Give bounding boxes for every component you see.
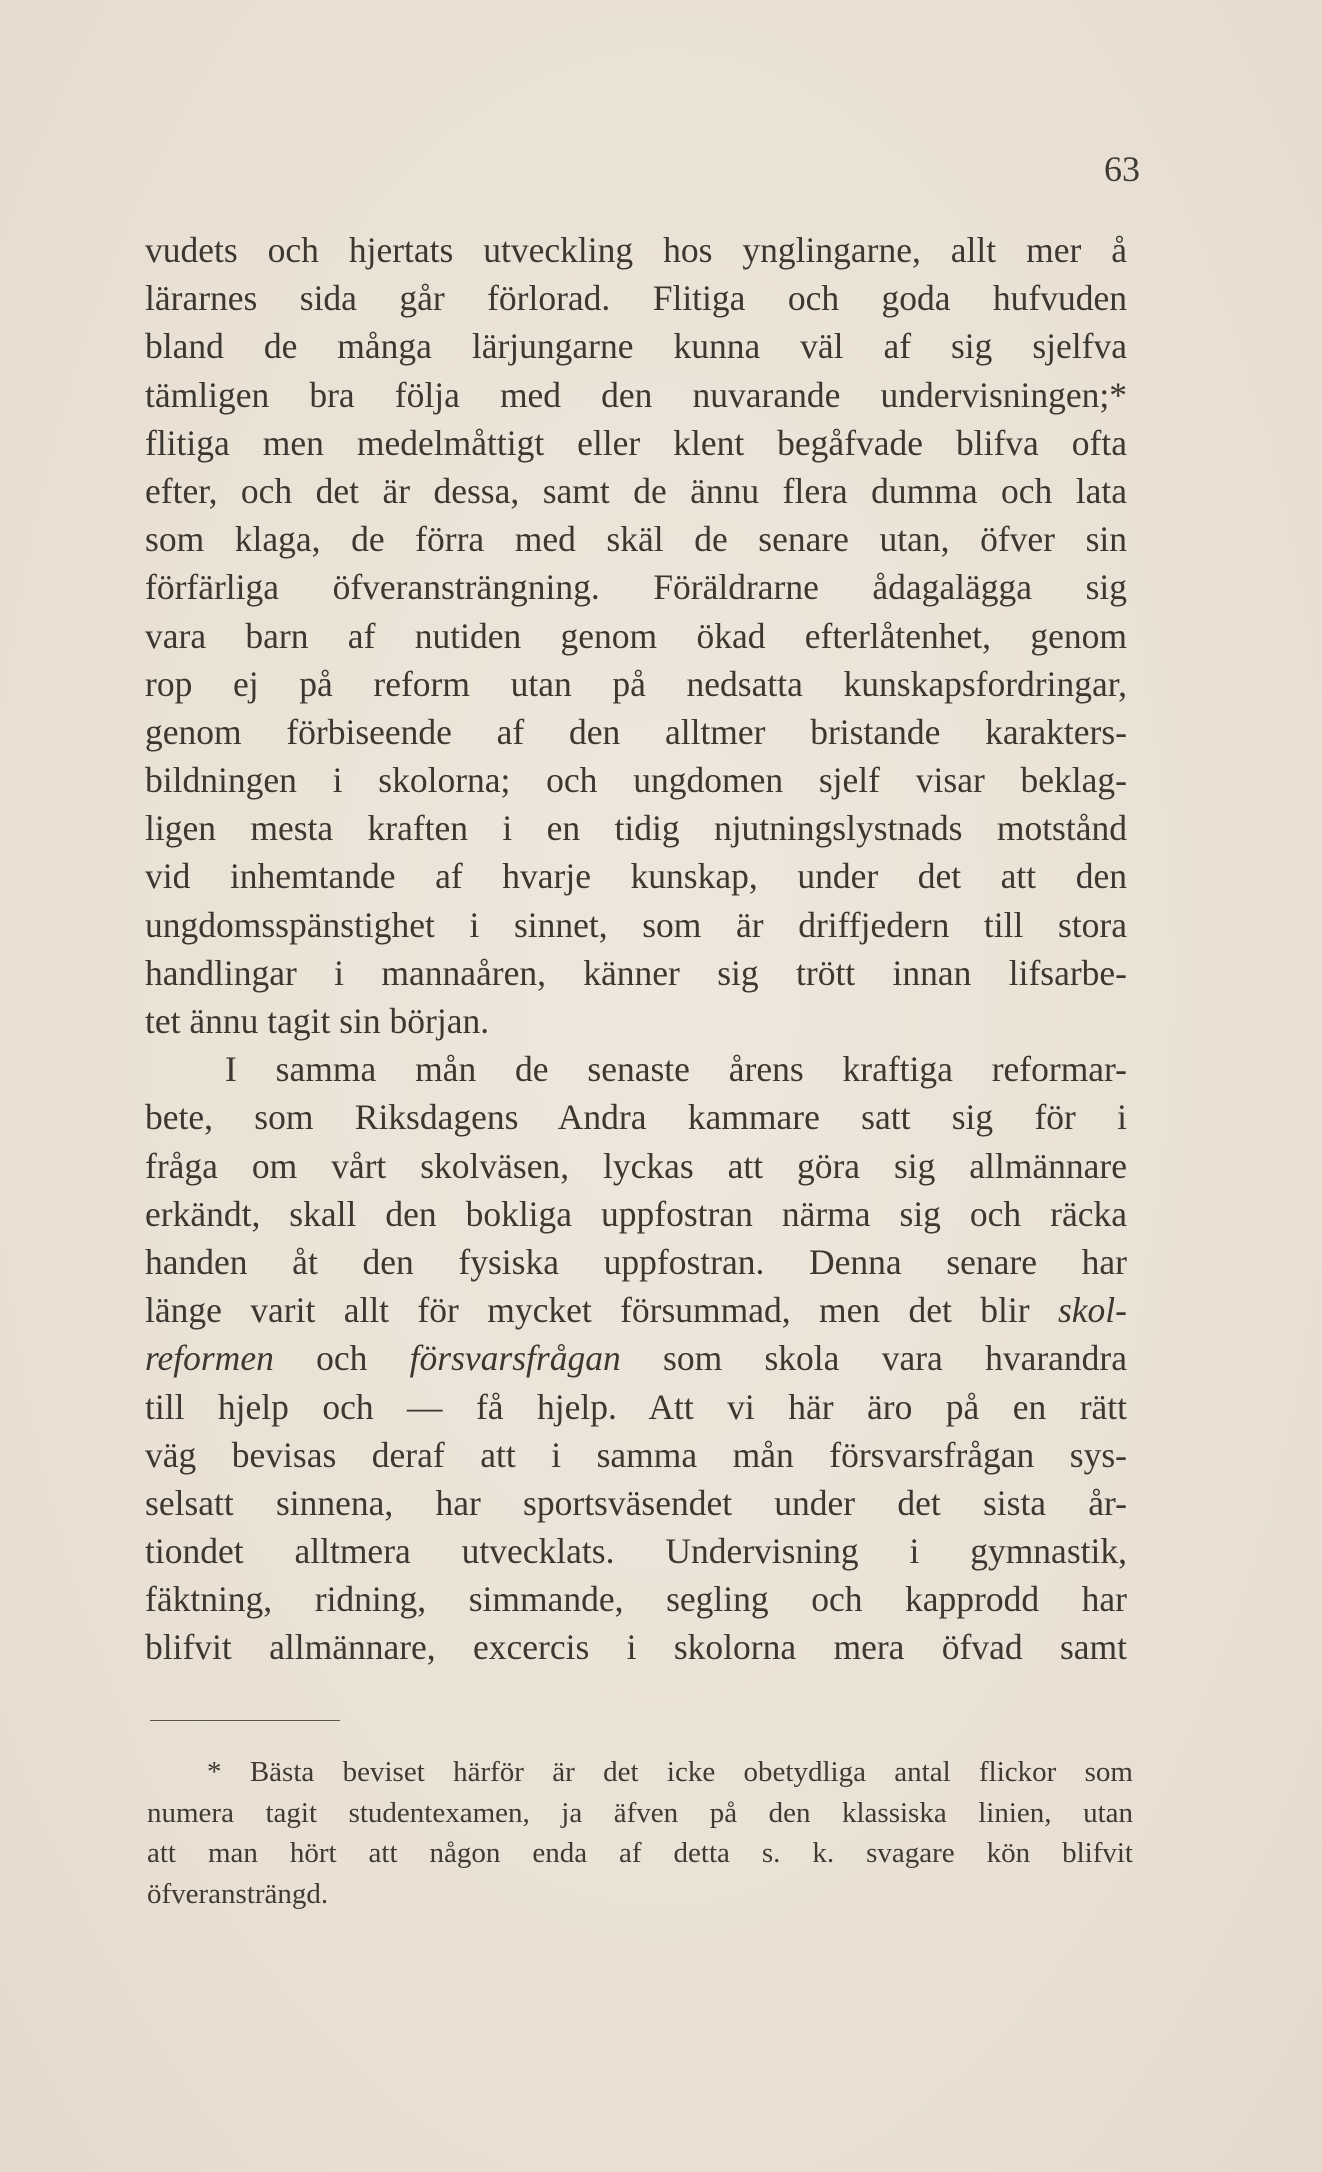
text-segment: tiondet alltmera utvecklats. Undervisning i gymnastik,: [145, 1531, 1127, 1572]
text-line: [145, 997, 1127, 1045]
text-line: [145, 322, 1127, 370]
text-line: [145, 1479, 1127, 1527]
text-line: [145, 226, 1127, 274]
text-segment: lärarnes sida går förlorad. Flitiga och goda hufvuden: [145, 278, 1127, 319]
text-line: [145, 1238, 1127, 1286]
text-line: [145, 1431, 1127, 1479]
text-line: [145, 1527, 1127, 1575]
text-segment: rop ej på reform utan på nedsatta kunskapsfordringar,: [145, 663, 1127, 704]
text-line: [145, 1623, 1127, 1671]
text-segment: vara barn af nutiden genom ökad efterlåtenhet, genom: [145, 615, 1127, 656]
text-line: [145, 852, 1127, 900]
text-segment: I samma mån de senaste årens kraftiga reformar-: [225, 1049, 1127, 1090]
text-segment: erkändt, skall den bokliga uppfostran närma sig och räcka: [145, 1193, 1127, 1234]
page-number: 63: [1104, 149, 1140, 189]
text-segment: och: [273, 1338, 410, 1379]
text-segment: blifvit allmännare, excercis i skolorna mera öfvad samt: [145, 1627, 1127, 1668]
footnote-line: att man hört att någon enda af detta s. k. svagare kön blifvit: [147, 1837, 1133, 1869]
text-line: [145, 371, 1127, 419]
text-segment: tet ännu tagit sin början.: [145, 1001, 490, 1041]
text-line: [145, 515, 1127, 563]
text-segment: vudets och hjertats utveckling hos ynglingarne, allt mer å: [145, 230, 1127, 270]
text-segment: tämligen bra följa med den nuvarande undervisningen;*: [145, 374, 1127, 415]
text-segment: ungdomsspänstighet i sinnet, som är driffjedern till stora: [145, 904, 1127, 945]
body-text: [145, 226, 1127, 1672]
footnote-line: numera tagit studentexamen, ja äfven på den klassiska linien, utan: [147, 1796, 1133, 1829]
text-segment: vid inhemtande af hvarje kunskap, under det att den: [145, 856, 1127, 897]
text-line: [145, 1190, 1127, 1238]
text-line: [145, 1093, 1127, 1141]
text-segment: fråga om vårt skolväsen, lyckas att göra sig allmännare: [145, 1145, 1127, 1186]
text-segment: bete, som Riksdagens Andra kammare satt sig för i: [145, 1097, 1127, 1138]
text-line: [145, 467, 1127, 515]
text-line: [145, 756, 1127, 804]
text-segment: som skola vara hvarandra: [620, 1338, 1127, 1379]
text-line: [145, 612, 1127, 660]
text-segment: fäktning, ridning, simmande, segling och kapprodd har: [145, 1579, 1127, 1620]
text-segment: till hjelp och — få hjelp. Att vi här äro på en rätt: [145, 1386, 1127, 1427]
text-line: [145, 274, 1127, 322]
text-line: [145, 901, 1127, 949]
text-line: [145, 1334, 1127, 1382]
text-segment: selsatt sinnena, har sportsväsendet under det sista år-: [145, 1482, 1127, 1523]
text-line: [145, 708, 1127, 756]
text-segment: handen åt den fysiska uppfostran. Denna senare har: [145, 1241, 1127, 1282]
text-segment: som klaga, de förra med skäl de senare utan, öfver sin: [145, 519, 1127, 560]
text-line: [145, 1286, 1127, 1334]
text-segment: flitiga men medelmåttigt eller klent begåfvade blifva ofta: [145, 422, 1127, 463]
text-line: [145, 1045, 1127, 1093]
text-segment: bildningen i skolorna; och ungdomen sjelf visar beklag-: [145, 760, 1127, 801]
text-line: [145, 804, 1127, 852]
italic-text: reformen: [145, 1338, 274, 1379]
text-line: [145, 1383, 1127, 1431]
italic-text: försvarsfrågan: [409, 1338, 621, 1379]
text-line: [145, 1575, 1127, 1623]
text-line: [145, 419, 1127, 467]
footnote: [147, 1752, 1133, 1914]
footnote-line: öfveransträngd.: [147, 1877, 329, 1910]
footnote-divider: [150, 1720, 340, 1721]
text-segment: genom förbiseende af den alltmer bristande karakters-: [145, 711, 1127, 752]
text-segment: väg bevisas deraf att i samma mån försvarsfrågan sys-: [145, 1434, 1127, 1475]
text-segment: förfärliga öfveransträngning. Föräldrarne ådagalägga sig: [145, 567, 1127, 608]
footnote-line: * Bästa beviset härför är det icke obetydliga antal flickor som: [207, 1756, 1133, 1788]
text-segment: efter, och det är dessa, samt de ännu flera dumma och lata: [145, 470, 1127, 511]
text-segment: bland de många lärjungarne kunna väl af sig sjelfva: [145, 326, 1127, 367]
text-line: [145, 563, 1127, 611]
italic-text: skol-: [1057, 1290, 1127, 1331]
text-segment: länge varit allt för mycket försummad, men det blir: [145, 1290, 1058, 1331]
text-line: [145, 660, 1127, 708]
text-segment: handlingar i mannaåren, känner sig trött innan lifsarbe-: [145, 952, 1127, 993]
text-line: [145, 1142, 1127, 1190]
text-segment: ligen mesta kraften i en tidig njutningslystnads motstånd: [145, 808, 1127, 849]
text-line: [145, 949, 1127, 997]
